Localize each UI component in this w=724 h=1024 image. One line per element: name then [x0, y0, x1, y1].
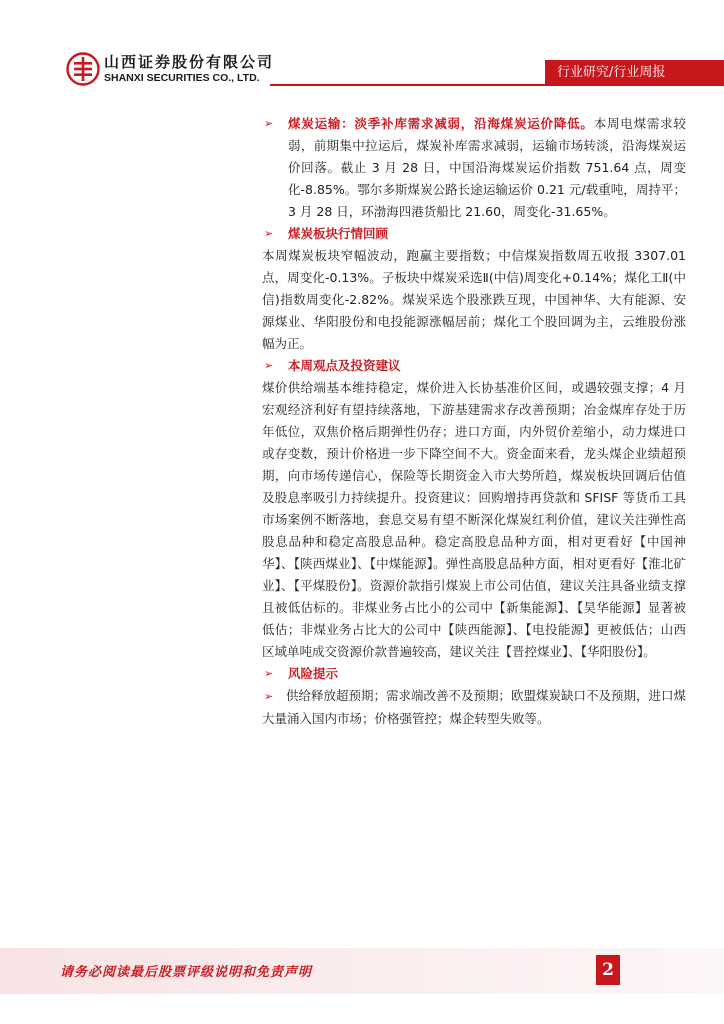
view-body: 煤价供给端基本维持稳定，煤价进入长协基准价区间，或遇较强支撑；4 月宏观经济利好有望持续落地，下游基建需求存改善预期；冶金煤库存处于历年低位，双焦价格后期弹性仍存；进口方面，内外贸价差缩小，动力煤进口或存变数，预计价格进一步下降空间不大。资金面来看，龙头煤企业绩超预期，向市场传递信心，保险等长期资金入市大势所趋，煤炭板块回调后估值及股息率吸引力持续提升。投资建议：回购增持再贷款和 SFISF 等货币工具市场案例不断落地，套息交易有望不断深化煤炭红利价值，建议关注弹性高股息品种和稳定高股息品种。稳定高股息品种方面，相对更看好【中国神华】、【陕西煤业】、【中煤能源】。弹性高股息品种方面，相对更看好【淮北矿业】、【平煤股份】。资源价款指引煤炭上市公司估值，建议关注具备业绩支撑且被低估标的。非煤业务占比小的公司中【新集能源】、【昊华能源】显著被低估；非煤业务占比大的公司中【陕西能源】、【电投能源】更被低估；山西区域单吨成交资源价款普遍较高，建议关注【晋控煤业】、【华阳股份】。	[262, 380, 686, 659]
report-body	[262, 113, 686, 730]
header-bar	[0, 60, 724, 90]
report-category: 行业研究/行业周报	[557, 65, 666, 80]
risk-body: 供给释放超预期；需求端改善不及预期；欧盟煤炭缺口不及预期，进口煤大量涌入国内市场；价格强管控；煤企转型失败等。	[262, 688, 687, 726]
section-view-heading	[262, 355, 686, 377]
sector-body: 本周煤炭板块窄幅波动，跑赢主要指数；中信煤炭指数周五收报 3307.01 点，周变化-0.13%。子板块中煤炭采选Ⅱ(中信)周变化+0.14%；煤化工Ⅱ(中信)指数周变化-2.82%。煤炭采选个股涨跌互现，中国神华、大有能源、安源煤业、华阳股份和电投能源涨幅居前；煤化工个股回调为主，云维股份涨幅为正。	[262, 248, 686, 351]
risk-body-row	[262, 685, 686, 730]
transport-body: 本周电煤需求较弱，前期集中拉运后，煤炭补库需求减弱，运输市场转淡，沿海煤炭运价回落。截止 3 月 28 日，中国沿海煤炭运价指数 751.64 点，周变化-8.85%。鄂尔多斯煤炭公路长途运输运价 0.21 元/载重吨，周持平；3 月 28 日，环渤海四港货船比 21.60，周变化-31.65%。	[288, 116, 686, 219]
company-name-cn: 山西证券股份有限公司	[104, 53, 275, 71]
footer-disclaimer: 请务必阅读最后股票评级说明和免责声明	[60, 965, 313, 980]
arrow-bullet-icon: ➢	[264, 227, 274, 240]
section-risk-heading	[262, 663, 686, 685]
transport-paragraph	[288, 113, 686, 223]
section-transport	[262, 113, 686, 223]
category-tab	[545, 60, 724, 86]
arrow-bullet-icon: ➢	[264, 117, 274, 130]
section-sector-heading	[262, 223, 686, 245]
arrow-bullet-icon: ➢	[264, 690, 274, 703]
transport-heading: 煤炭运输：淡季补库需求减弱，沿海煤炭运价降低。	[288, 116, 594, 131]
page-footer	[0, 948, 724, 994]
risk-heading: 风险提示	[288, 666, 339, 681]
view-heading: 本周观点及投资建议	[288, 358, 401, 373]
sector-heading: 煤炭板块行情回顾	[288, 226, 389, 241]
page-header	[0, 0, 724, 92]
arrow-bullet-icon: ➢	[264, 667, 274, 680]
company-name-en: SHANXI SECURITIES CO., LTD.	[104, 72, 260, 84]
page-number: 2	[596, 955, 620, 985]
arrow-bullet-icon: ➢	[264, 359, 274, 372]
